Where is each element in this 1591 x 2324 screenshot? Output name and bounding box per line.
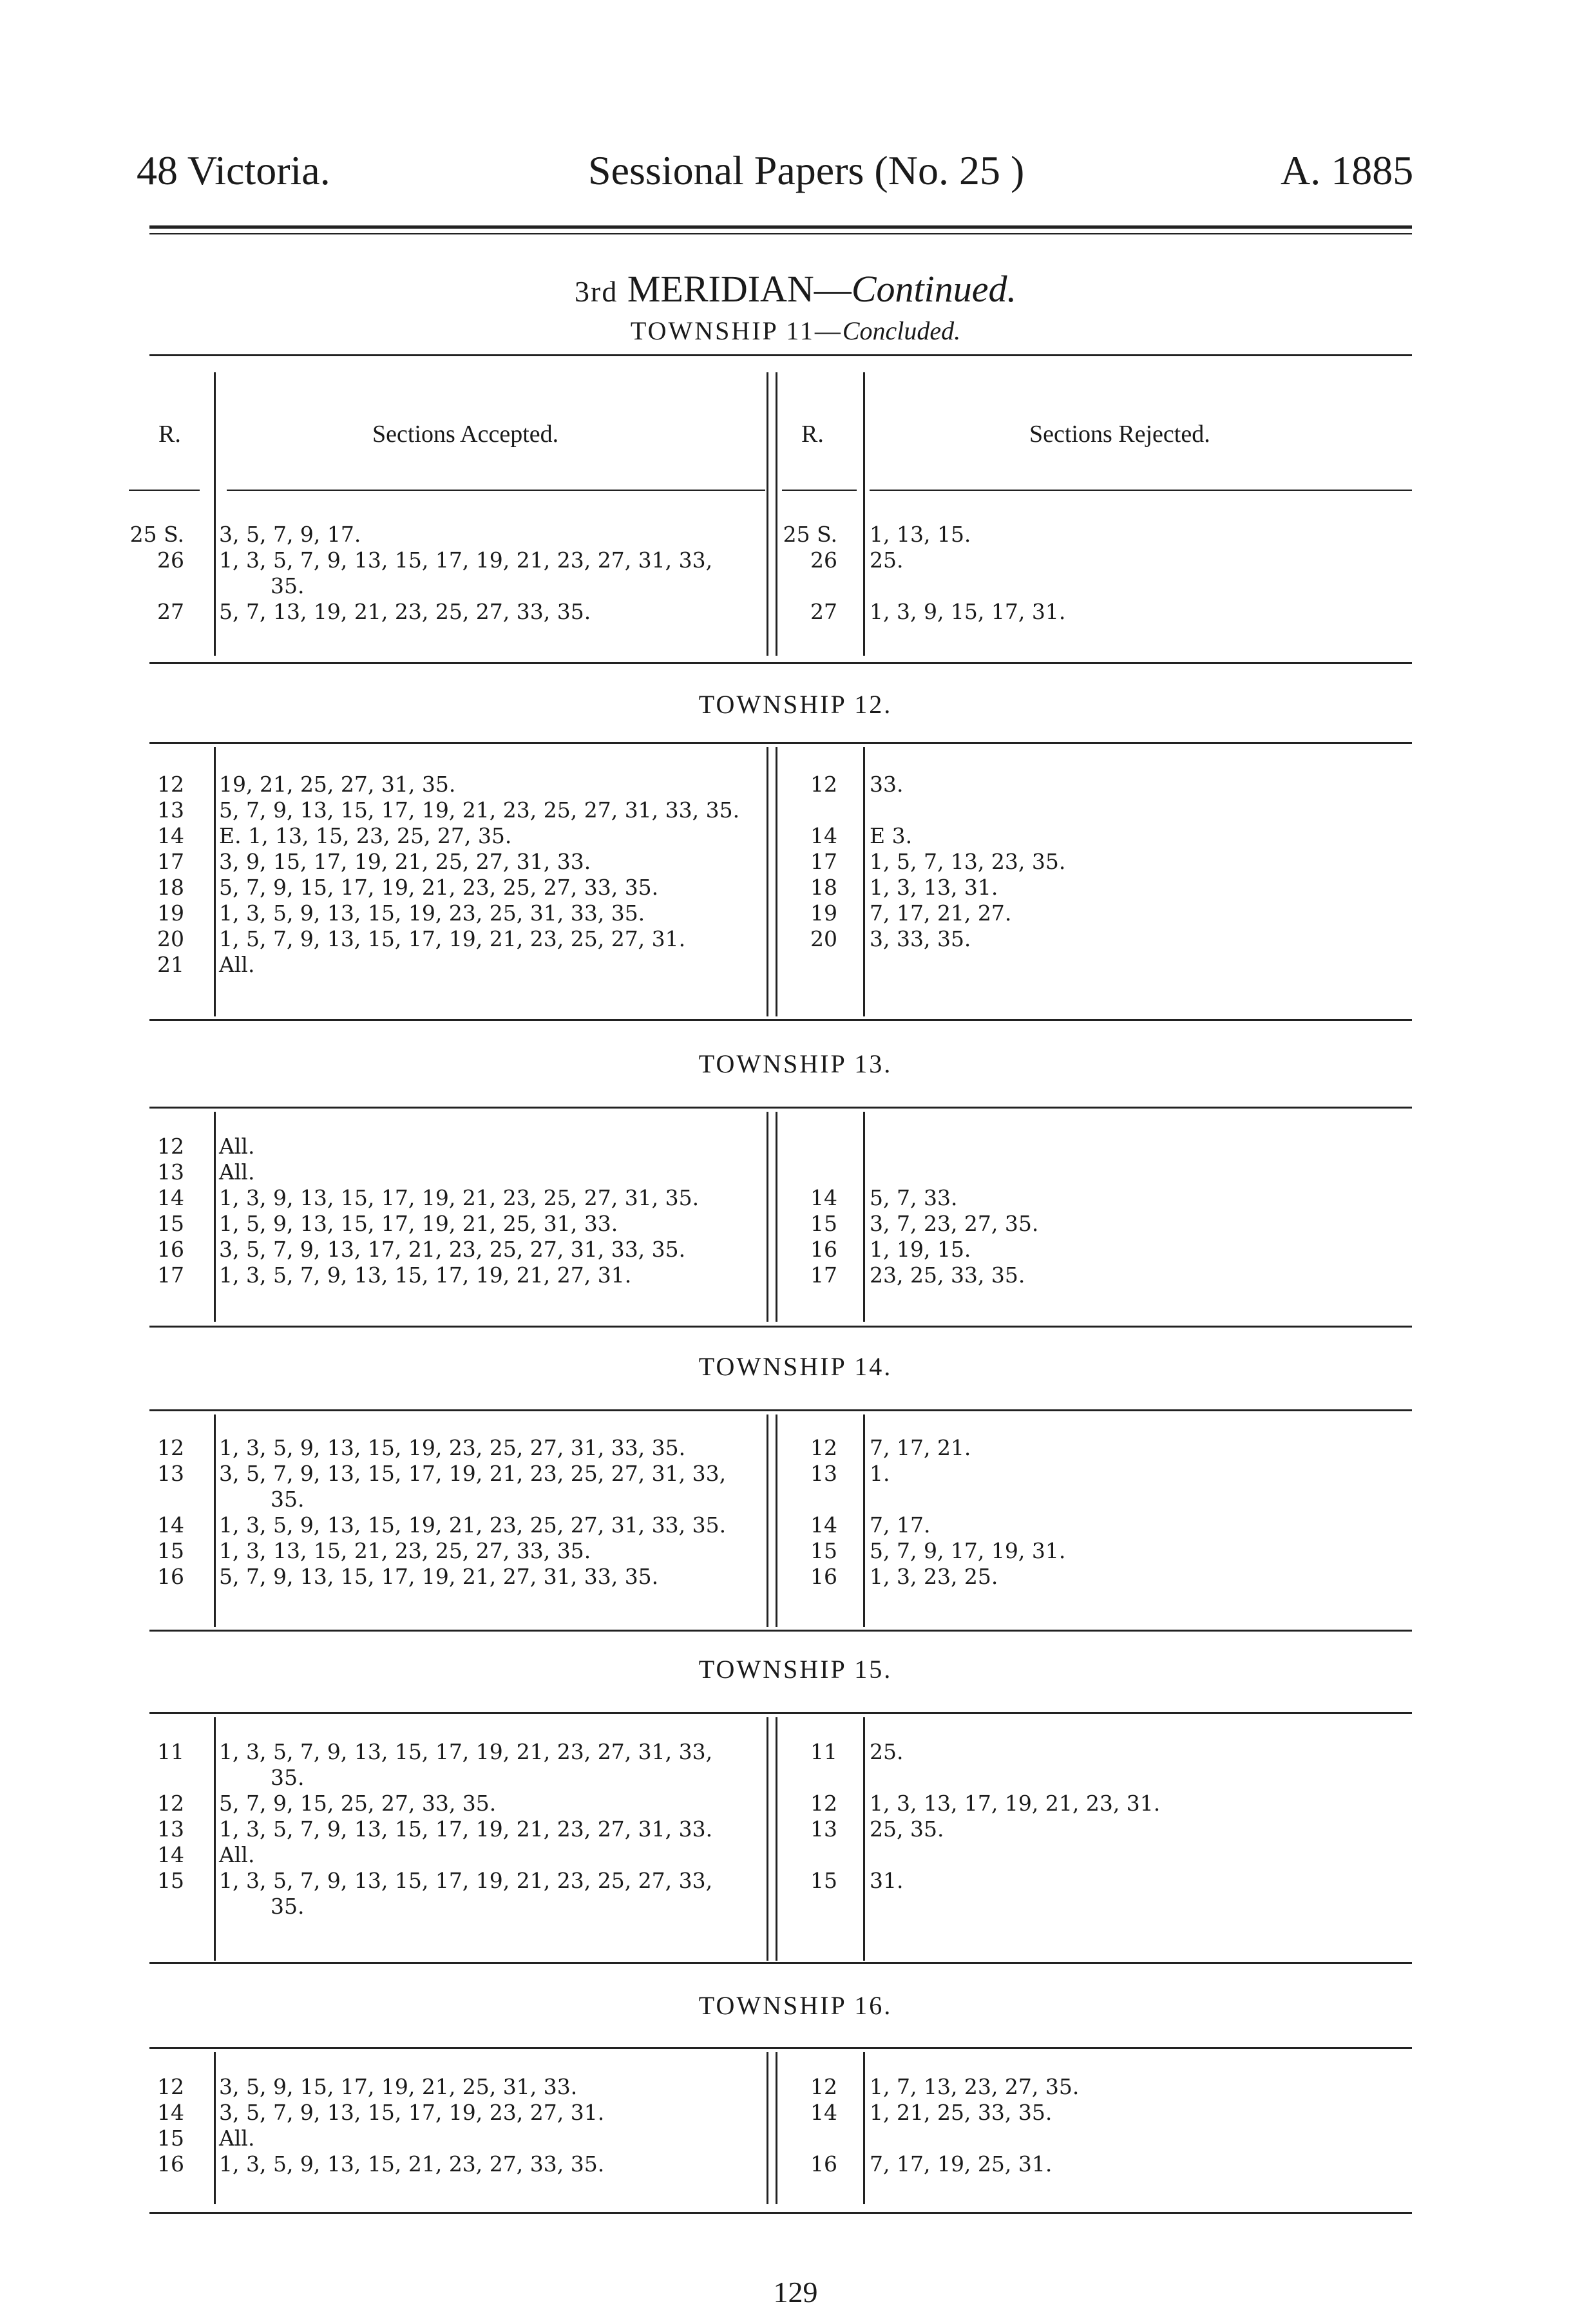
- range-number: 15: [157, 1211, 184, 1236]
- range-number: 26: [157, 548, 184, 573]
- column-rule: [129, 490, 200, 491]
- header-right: A. 1885: [1281, 148, 1414, 193]
- range-number: 14: [157, 1842, 184, 1867]
- accepted-sections: 1, 5, 7, 9, 13, 15, 17, 19, 21, 23, 25, 27, 31.: [219, 926, 686, 951]
- range-number: 15: [810, 1538, 837, 1563]
- range-number: 20: [157, 926, 184, 951]
- range-number: 12: [157, 1435, 184, 1460]
- range-number: 14: [157, 1512, 184, 1538]
- township-top-rule: [149, 1107, 1412, 1109]
- rejected-sections: 23, 25, 33, 35.: [870, 1262, 1025, 1288]
- accepted-sections: 3, 5, 7, 9, 13, 15, 17, 19, 23, 27, 31.: [219, 2100, 605, 2125]
- accepted-sections: 1, 3, 5, 7, 9, 13, 15, 17, 19, 21, 23, 25, 27, 33,: [219, 1868, 713, 1893]
- accepted-sections: All.: [219, 952, 255, 977]
- column-divider: [776, 372, 777, 656]
- rejected-sections: 1, 3, 13, 17, 19, 21, 23, 31.: [870, 1791, 1161, 1816]
- range-number: 16: [810, 2151, 837, 2176]
- accepted-sections: 35.: [271, 1765, 305, 1790]
- township-title: [0, 316, 1591, 346]
- range-number: 12: [157, 2074, 184, 2099]
- township-title-main: TOWNSHIP 14.: [698, 1352, 893, 1381]
- range-number: 27: [157, 599, 184, 624]
- column-divider: [214, 747, 216, 1016]
- range-number: 19: [810, 900, 837, 926]
- range-number: 13: [157, 1159, 184, 1185]
- range-number: 14: [810, 1185, 837, 1210]
- accepted-sections: 3, 5, 9, 15, 17, 19, 21, 25, 31, 33.: [219, 2074, 578, 2099]
- range-number: 20: [810, 926, 837, 951]
- accepted-sections: 3, 9, 15, 17, 19, 21, 25, 27, 31, 33.: [219, 849, 591, 874]
- township-top-rule: [149, 1712, 1412, 1714]
- accepted-sections: E. 1, 13, 15, 23, 25, 27, 35.: [219, 823, 512, 848]
- accepted-sections: All.: [219, 2126, 255, 2151]
- township-title-italic: Concluded.: [842, 316, 961, 345]
- rejected-header: Sections Rejected.: [1029, 421, 1210, 448]
- accepted-sections: 5, 7, 9, 13, 15, 17, 19, 21, 23, 25, 27, 31, 33, 35.: [219, 797, 740, 823]
- range-number: 13: [810, 1816, 837, 1842]
- column-divider: [863, 1112, 865, 1322]
- rejected-sections: 7, 17.: [870, 1512, 931, 1538]
- accepted-sections: 1, 3, 5, 9, 13, 15, 19, 21, 23, 25, 27, 31, 33, 35.: [219, 1512, 727, 1538]
- range-number: 25 S.: [783, 522, 837, 547]
- rejected-sections: E 3.: [870, 823, 913, 848]
- column-divider: [776, 1717, 777, 1961]
- r-header-right: R.: [801, 421, 824, 448]
- rejected-sections: 5, 7, 9, 17, 19, 31.: [870, 1538, 1066, 1563]
- township-title: [0, 1351, 1591, 1382]
- range-number: 17: [157, 1262, 184, 1288]
- accepted-sections: 1, 3, 5, 9, 13, 15, 19, 23, 25, 27, 31, 33, 35.: [219, 1435, 686, 1460]
- accepted-sections: 1, 3, 5, 9, 13, 15, 21, 23, 27, 33, 35.: [219, 2151, 605, 2176]
- accepted-sections: 1, 3, 5, 9, 13, 15, 19, 23, 25, 31, 33, 35.: [219, 900, 645, 926]
- township-title-main: TOWNSHIP 13.: [698, 1049, 893, 1078]
- rejected-sections: 1, 3, 13, 31.: [870, 875, 998, 900]
- rejected-sections: 1, 3, 9, 15, 17, 31.: [870, 599, 1066, 624]
- township-title-main: TOWNSHIP 16.: [698, 1991, 893, 2020]
- accepted-sections: 1, 3, 5, 7, 9, 13, 15, 17, 19, 21, 23, 27, 31, 33,: [219, 548, 713, 573]
- range-number: 27: [810, 599, 837, 624]
- column-divider: [767, 372, 768, 656]
- range-number: 21: [157, 952, 184, 977]
- meridian-ordinal: 3rd: [575, 275, 618, 308]
- range-number: 12: [157, 1134, 184, 1159]
- accepted-sections: 3, 5, 7, 9, 13, 17, 21, 23, 25, 27, 31, 33, 35.: [219, 1237, 686, 1262]
- range-number: 17: [810, 849, 837, 874]
- range-number: 26: [810, 548, 837, 573]
- range-number: 12: [810, 2074, 837, 2099]
- header-rule-thick: [149, 225, 1412, 229]
- township-bottom-rule: [149, 662, 1412, 664]
- header-center: Sessional Papers (No. 25 ): [588, 148, 1025, 193]
- column-divider: [776, 1112, 777, 1322]
- range-number: 12: [157, 1791, 184, 1816]
- column-divider: [767, 747, 768, 1016]
- rejected-sections: 1, 5, 7, 13, 23, 35.: [870, 849, 1066, 874]
- rejected-sections: 1.: [870, 1461, 890, 1486]
- column-divider: [863, 1414, 865, 1627]
- accepted-sections: 1, 3, 9, 13, 15, 17, 19, 21, 23, 25, 27, 31, 35.: [219, 1185, 700, 1210]
- rejected-sections: 1, 13, 15.: [870, 522, 971, 547]
- rejected-sections: 1, 21, 25, 33, 35.: [870, 2100, 1053, 2125]
- r-header-left: R.: [158, 421, 181, 448]
- accepted-sections: 35.: [271, 1487, 305, 1512]
- range-number: 13: [157, 1461, 184, 1486]
- range-number: 12: [810, 772, 837, 797]
- header-left: 48 Victoria.: [137, 148, 330, 193]
- range-number: 12: [810, 1791, 837, 1816]
- range-number: 14: [810, 1512, 837, 1538]
- township-title-main: TOWNSHIP 15.: [698, 1655, 893, 1684]
- township-title: [0, 1654, 1591, 1684]
- accepted-sections: 1, 3, 5, 7, 9, 13, 15, 17, 19, 21, 23, 27, 31, 33,: [219, 1739, 713, 1764]
- accepted-header: Sections Accepted.: [372, 421, 559, 448]
- column-divider: [214, 1717, 216, 1961]
- accepted-sections: 1, 3, 13, 15, 21, 23, 25, 27, 33, 35.: [219, 1538, 591, 1563]
- range-number: 18: [157, 875, 184, 900]
- township-top-rule: [149, 2047, 1412, 2049]
- accepted-sections: 5, 7, 13, 19, 21, 23, 25, 27, 33, 35.: [219, 599, 591, 624]
- range-number: 12: [157, 772, 184, 797]
- accepted-sections: 5, 7, 9, 15, 25, 27, 33, 35.: [219, 1791, 497, 1816]
- rejected-sections: 25.: [870, 1739, 904, 1764]
- column-divider: [776, 2052, 777, 2204]
- column-divider: [767, 1717, 768, 1961]
- township-bottom-rule: [149, 1019, 1412, 1021]
- township-top-rule: [149, 742, 1412, 744]
- meridian-continued: Continued.: [851, 268, 1016, 310]
- rejected-sections: 7, 17, 19, 25, 31.: [870, 2151, 1053, 2176]
- accepted-sections: All.: [219, 1842, 255, 1867]
- rejected-sections: 31.: [870, 1868, 904, 1893]
- meridian-title: MERIDIAN—: [618, 268, 852, 310]
- range-number: 11: [157, 1739, 184, 1764]
- rejected-sections: 5, 7, 33.: [870, 1185, 958, 1210]
- accepted-sections: 35.: [271, 1894, 305, 1919]
- range-number: 18: [810, 875, 837, 900]
- range-number: 11: [810, 1739, 837, 1764]
- range-number: 12: [810, 1435, 837, 1460]
- range-number: 17: [157, 849, 184, 874]
- range-number: 14: [810, 823, 837, 848]
- column-divider: [214, 2052, 216, 2204]
- township-bottom-rule: [149, 1630, 1412, 1632]
- column-divider: [863, 372, 865, 656]
- range-number: 16: [810, 1237, 837, 1262]
- range-number: 13: [157, 797, 184, 823]
- rejected-sections: 3, 7, 23, 27, 35.: [870, 1211, 1039, 1236]
- column-divider: [767, 2052, 768, 2204]
- rejected-sections: 33.: [870, 772, 904, 797]
- column-divider: [214, 1112, 216, 1322]
- column-divider: [767, 1112, 768, 1322]
- column-divider: [863, 1717, 865, 1961]
- accepted-sections: 35.: [271, 573, 305, 598]
- rejected-sections: 1, 19, 15.: [870, 1237, 971, 1262]
- range-number: 15: [810, 1211, 837, 1236]
- column-divider: [776, 1414, 777, 1627]
- accepted-sections: 1, 3, 5, 7, 9, 13, 15, 17, 19, 21, 27, 31.: [219, 1262, 632, 1288]
- rejected-sections: 7, 17, 21, 27.: [870, 900, 1012, 926]
- column-divider: [214, 372, 216, 656]
- range-number: 16: [157, 1237, 184, 1262]
- column-rule: [227, 490, 765, 491]
- range-number: 15: [810, 1868, 837, 1893]
- township-title: [0, 689, 1591, 719]
- range-number: 14: [157, 823, 184, 848]
- column-divider: [863, 747, 865, 1016]
- column-divider: [767, 1414, 768, 1627]
- township-bottom-rule: [149, 1962, 1412, 1964]
- township-title-main: TOWNSHIP 12.: [698, 690, 893, 719]
- rejected-sections: 1, 7, 13, 23, 27, 35.: [870, 2074, 1080, 2099]
- page-number: 129: [773, 2276, 818, 2309]
- township-title: [0, 1990, 1591, 2021]
- accepted-sections: 3, 5, 7, 9, 13, 15, 17, 19, 21, 23, 25, 27, 31, 33,: [219, 1461, 727, 1486]
- accepted-sections: 3, 5, 7, 9, 17.: [219, 522, 361, 547]
- accepted-sections: 5, 7, 9, 15, 17, 19, 21, 23, 25, 27, 33, 35.: [219, 875, 659, 900]
- range-number: 14: [810, 2100, 837, 2125]
- accepted-sections: 5, 7, 9, 13, 15, 17, 19, 21, 27, 31, 33, 35.: [219, 1564, 659, 1589]
- accepted-sections: All.: [219, 1134, 255, 1159]
- column-rule: [870, 490, 1412, 491]
- township-top-rule: [149, 1409, 1412, 1411]
- accepted-sections: 1, 5, 9, 13, 15, 17, 19, 21, 25, 31, 33.: [219, 1211, 618, 1236]
- column-divider: [863, 2052, 865, 2204]
- range-number: 15: [157, 1868, 184, 1893]
- range-number: 25 S.: [129, 522, 184, 547]
- range-number: 14: [157, 2100, 184, 2125]
- range-number: 16: [810, 1564, 837, 1589]
- rejected-sections: 3, 33, 35.: [870, 926, 971, 951]
- township-bottom-rule: [149, 2212, 1412, 2214]
- meridian-heading: [0, 267, 1591, 310]
- township-title: [0, 1049, 1591, 1079]
- rejected-sections: 1, 3, 23, 25.: [870, 1564, 998, 1589]
- range-number: 15: [157, 1538, 184, 1563]
- accepted-sections: 1, 3, 5, 7, 9, 13, 15, 17, 19, 21, 23, 27, 31, 33.: [219, 1816, 713, 1842]
- range-number: 19: [157, 900, 184, 926]
- township-bottom-rule: [149, 1326, 1412, 1328]
- column-divider: [214, 1414, 216, 1627]
- range-number: 13: [810, 1461, 837, 1486]
- range-number: 15: [157, 2126, 184, 2151]
- rejected-sections: 7, 17, 21.: [870, 1435, 971, 1460]
- range-number: 16: [157, 2151, 184, 2176]
- column-divider: [776, 747, 777, 1016]
- range-number: 16: [157, 1564, 184, 1589]
- range-number: 14: [157, 1185, 184, 1210]
- accepted-sections: 19, 21, 25, 27, 31, 35.: [219, 772, 456, 797]
- rejected-sections: 25, 35.: [870, 1816, 944, 1842]
- header-rule-thin: [149, 233, 1412, 234]
- township-title-main: TOWNSHIP 11—: [630, 316, 843, 345]
- township-top-rule: [149, 354, 1412, 356]
- range-number: 13: [157, 1816, 184, 1842]
- accepted-sections: All.: [219, 1159, 255, 1185]
- rejected-sections: 25.: [870, 548, 904, 573]
- range-number: 17: [810, 1262, 837, 1288]
- column-rule: [782, 490, 857, 491]
